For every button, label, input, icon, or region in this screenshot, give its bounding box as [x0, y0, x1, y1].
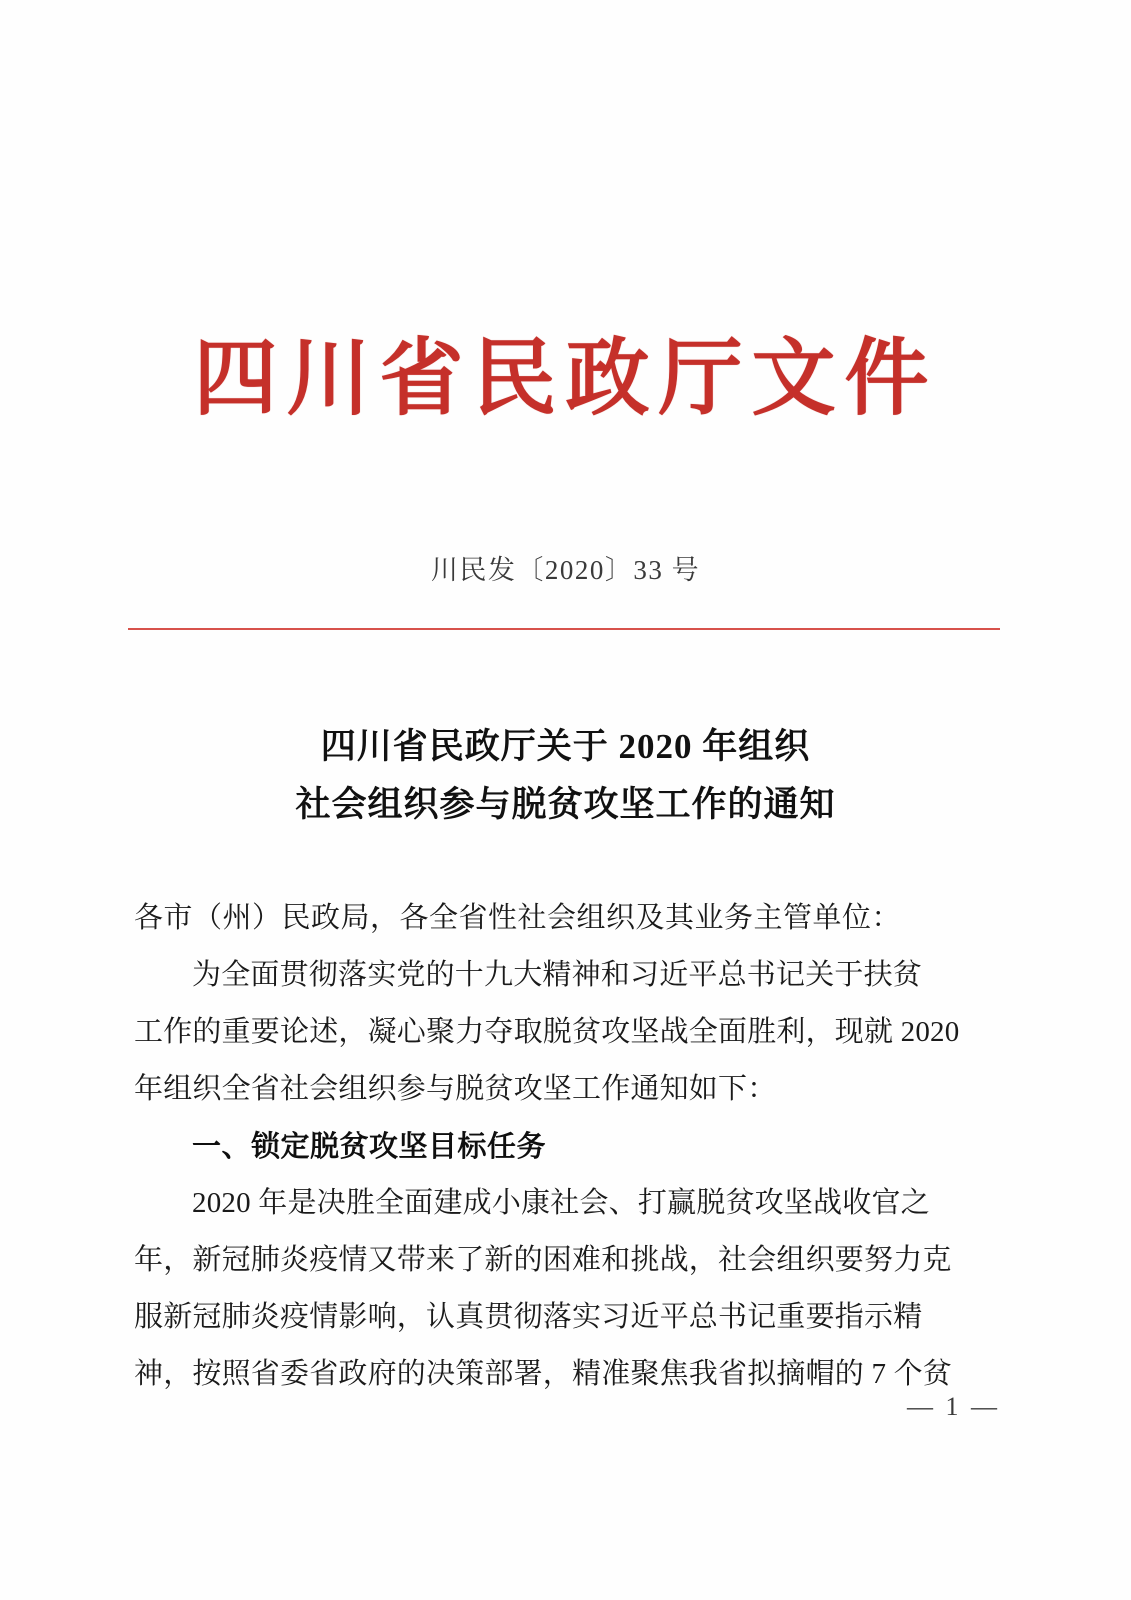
document-body	[134, 890, 1000, 1403]
paragraph-2	[134, 1175, 1000, 1403]
red-divider-rule	[128, 628, 1000, 630]
paragraph-2-line-4: 神，按照省委省政府的决策部署，精准聚焦我省拟摘帽的 7 个贫	[134, 1358, 953, 1390]
page-number-footer: — 1 —	[907, 1392, 1000, 1421]
paragraph-1-line-3: 年组织全省社会组织参与脱贫攻坚工作通知如下：	[134, 1073, 777, 1105]
document-title-line-1: 四川省民政厅关于 2020 年组织	[320, 727, 811, 766]
paragraph-2-line-3: 服新冠肺炎疫情影响，认真贯彻落实习近平总书记重要指示精	[134, 1301, 923, 1333]
document-number: 川民发〔2020〕33 号	[430, 555, 701, 585]
document-title-line-2: 社会组织参与脱贫攻坚工作的通知	[295, 785, 836, 824]
masthead-title: 四川省民政厅文件	[193, 328, 938, 427]
salutation: 各市（州）民政局，各全省性社会组织及其业务主管单位：	[134, 902, 902, 934]
paragraph-1-line-2: 工作的重要论述，凝心聚力夺取脱贫攻坚战全面胜利，现就 2020	[134, 1016, 960, 1048]
paragraph-2-line-2: 年，新冠肺炎疫情又带来了新的困难和挑战，社会组织要努力克	[134, 1244, 952, 1276]
document-title	[0, 718, 1131, 834]
paragraph-2-line-1: 2020 年是决胜全面建成小康社会、打赢脱贫攻坚战收官之	[192, 1187, 930, 1219]
section-heading-1: 一、锁定脱贫攻坚目标任务	[192, 1129, 547, 1163]
paragraph-1	[134, 947, 1000, 1118]
paragraph-1-line-1: 为全面贯彻落实党的十九大精神和习近平总书记关于扶贫	[192, 959, 923, 991]
masthead	[0, 328, 1131, 427]
